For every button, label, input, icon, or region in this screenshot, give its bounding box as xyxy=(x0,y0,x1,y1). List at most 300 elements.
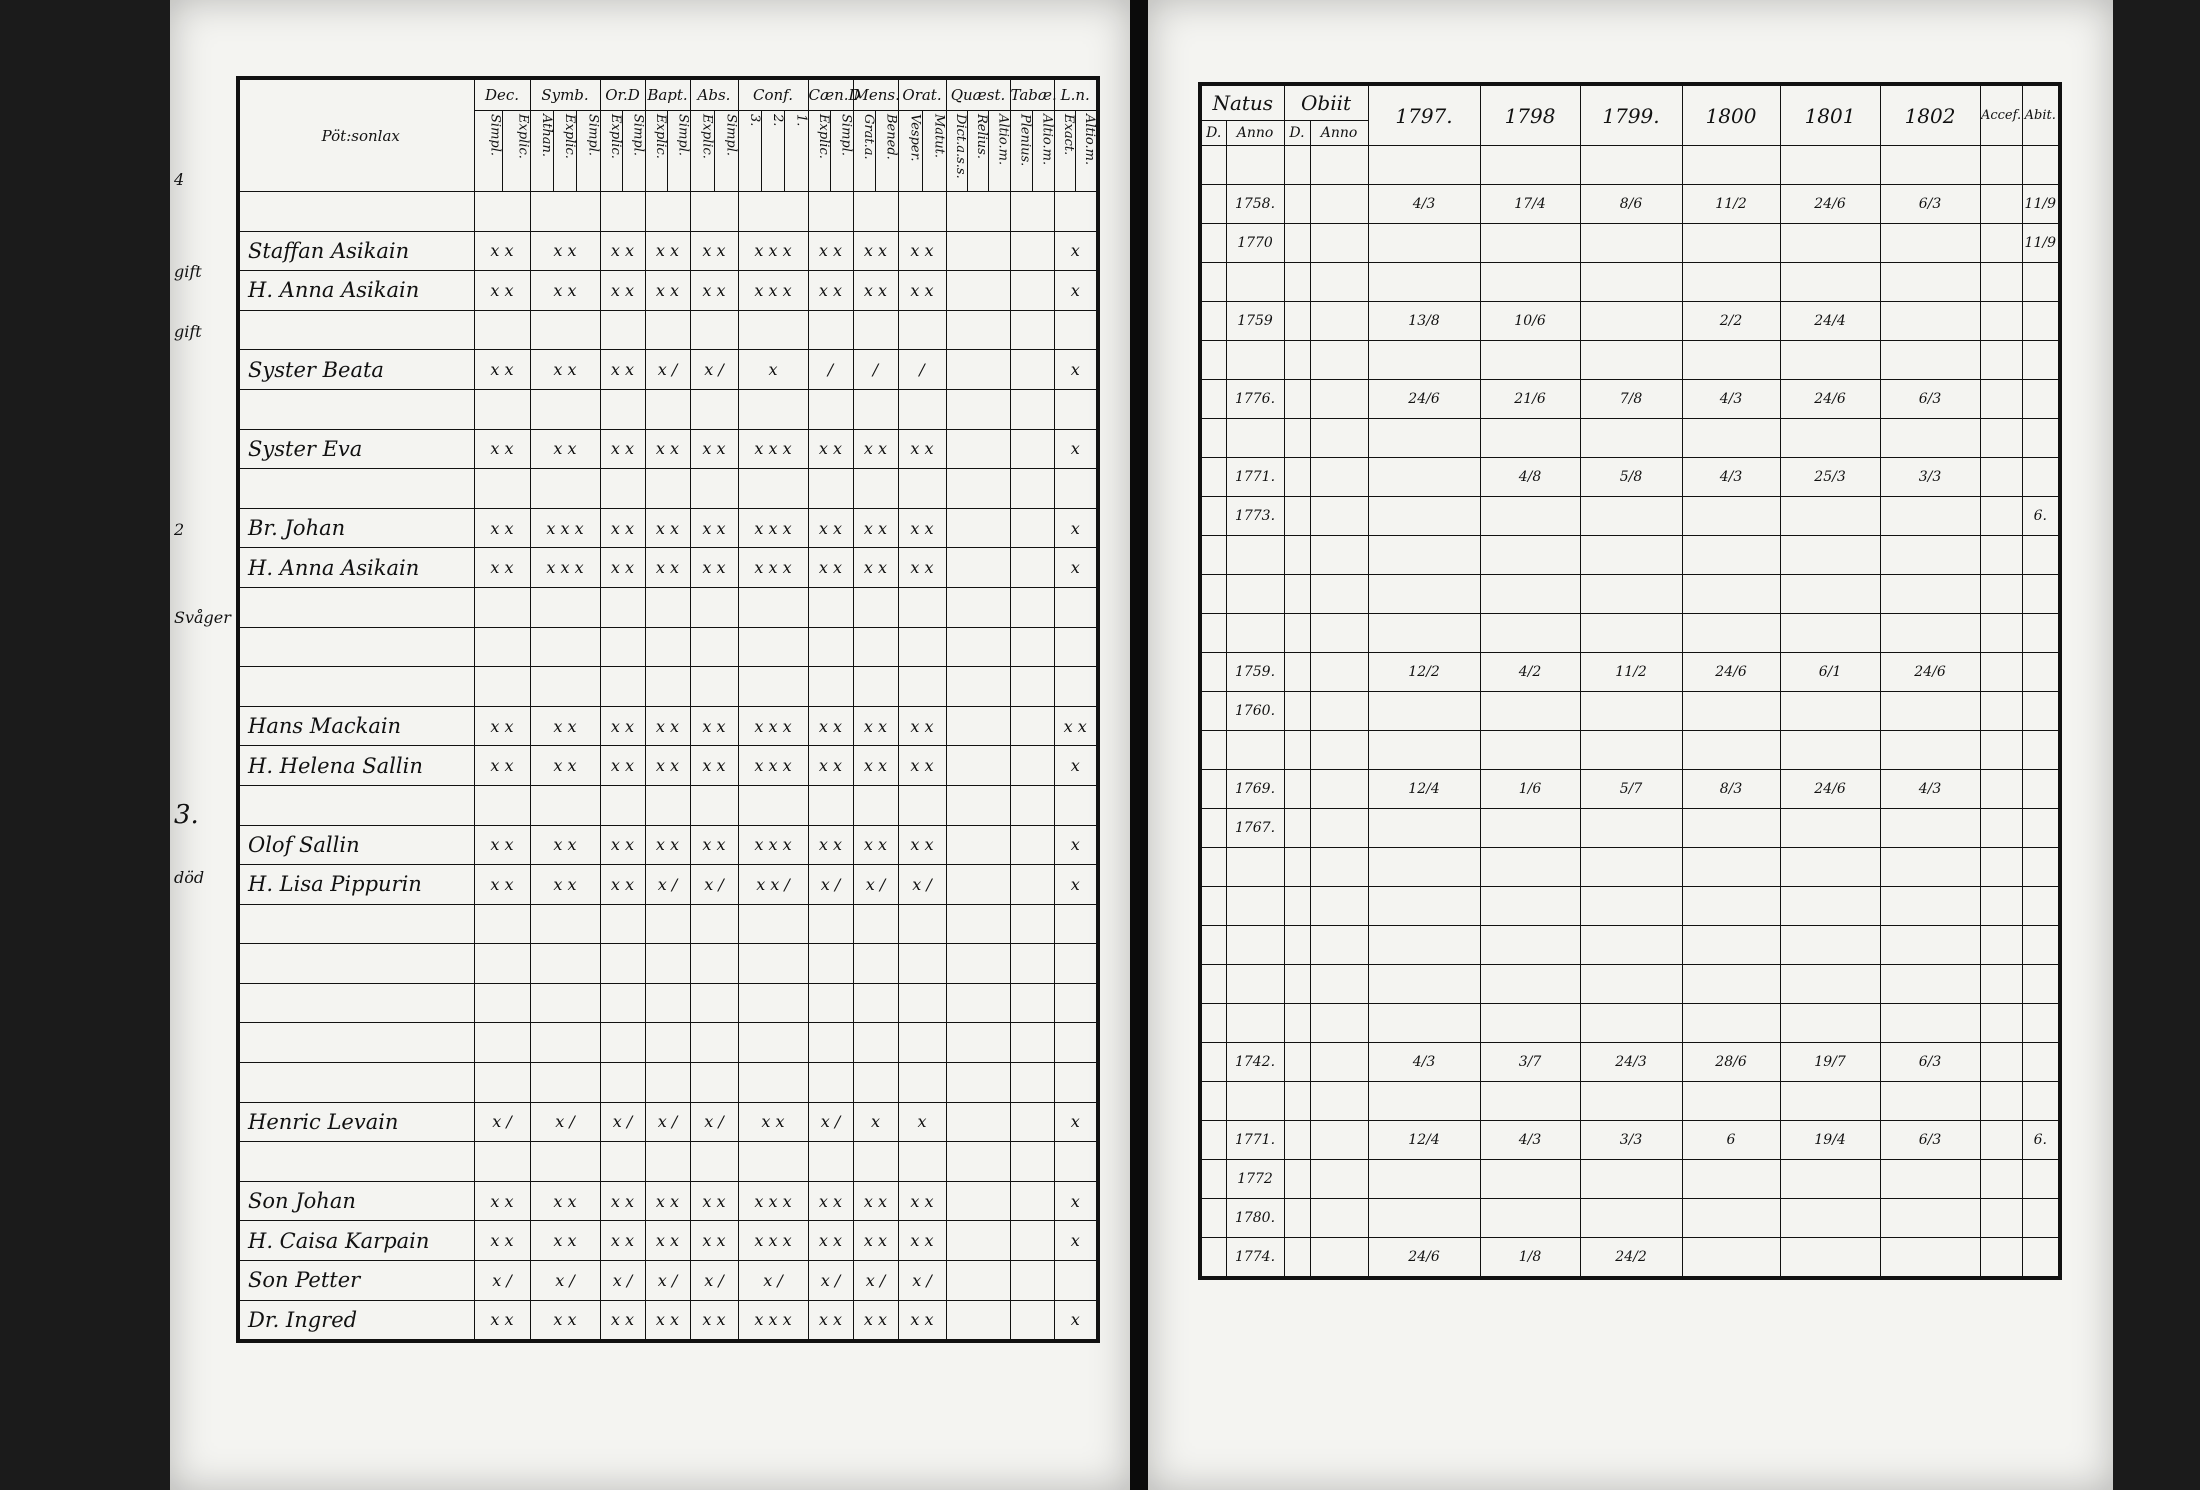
year-mark xyxy=(1880,848,1980,887)
mark-cell xyxy=(530,983,600,1023)
mark-cell: x / xyxy=(530,1261,600,1301)
year-mark: 8/3 xyxy=(1682,770,1780,809)
mark-cell: x x xyxy=(474,508,530,548)
mark-cell: x x xyxy=(474,429,530,469)
mark-cell xyxy=(1010,548,1054,588)
year-mark xyxy=(1480,575,1580,614)
mark-cell xyxy=(808,785,853,825)
mark-cell: x xyxy=(1054,429,1098,469)
mark-cell: x x xyxy=(645,1300,690,1341)
year-header-5: 1800 xyxy=(1682,84,1780,146)
death-day xyxy=(1284,614,1310,653)
mark-cell: x x xyxy=(600,706,645,746)
accef-cell xyxy=(1980,1238,2022,1279)
column-subheader-3 xyxy=(645,111,690,192)
mark-cell xyxy=(898,667,946,707)
mark-cell: x x xyxy=(690,508,738,548)
mark-cell: x x xyxy=(645,825,690,865)
mark-cell: x x xyxy=(600,1181,645,1221)
death-year xyxy=(1310,497,1368,536)
subheader-label: Simpl. xyxy=(475,111,503,191)
year-mark xyxy=(1368,224,1480,263)
year-mark xyxy=(1368,458,1480,497)
mark-cell: x x x xyxy=(738,429,808,469)
birth-year: 1774. xyxy=(1226,1238,1284,1279)
accef-cell xyxy=(1980,380,2022,419)
mark-cell xyxy=(600,983,645,1023)
mark-cell xyxy=(946,1142,1010,1182)
year-mark xyxy=(1880,1199,1980,1238)
mark-cell xyxy=(690,1023,738,1063)
year-mark xyxy=(1368,1199,1480,1238)
year-mark xyxy=(1880,341,1980,380)
death-day xyxy=(1284,1199,1310,1238)
person-name: H. Anna Asikain xyxy=(238,548,474,588)
birth-day xyxy=(1200,302,1226,341)
mark-cell xyxy=(1010,1181,1054,1221)
mark-cell xyxy=(946,469,1010,509)
mark-cell: x / xyxy=(898,865,946,905)
mark-cell: x x xyxy=(898,548,946,588)
mark-cell xyxy=(738,667,808,707)
mark-cell xyxy=(946,627,1010,667)
table-row xyxy=(238,667,1098,707)
mark-cell xyxy=(600,469,645,509)
birth-day xyxy=(1200,614,1226,653)
mark-cell xyxy=(1054,785,1098,825)
birth-day xyxy=(1200,497,1226,536)
year-mark xyxy=(1780,692,1880,731)
abit-cell xyxy=(2022,458,2060,497)
mark-cell: x x xyxy=(474,1221,530,1261)
mark-cell xyxy=(946,271,1010,311)
person-name: Staffan Asikain xyxy=(238,231,474,271)
right-page xyxy=(1148,0,2113,1490)
accef-cell xyxy=(1980,1121,2022,1160)
year-mark xyxy=(1480,536,1580,575)
mark-cell xyxy=(1010,785,1054,825)
year-mark xyxy=(1480,926,1580,965)
mark-cell xyxy=(853,667,898,707)
accef-cell xyxy=(1980,146,2022,185)
death-year xyxy=(1310,1004,1368,1043)
year-mark xyxy=(1368,419,1480,458)
column-header-7: Mens. xyxy=(853,78,898,111)
year-mark: 24/6 xyxy=(1780,380,1880,419)
year-mark: 12/2 xyxy=(1368,653,1480,692)
subheader-label: Simpl. xyxy=(723,114,739,157)
mark-cell: x x x xyxy=(738,548,808,588)
table-row xyxy=(1200,380,2060,419)
table-row xyxy=(238,1221,1098,1261)
column-header-0: Dec. xyxy=(474,78,530,111)
table-row xyxy=(1200,653,2060,692)
year-mark xyxy=(1480,731,1580,770)
accef-cell xyxy=(1980,887,2022,926)
mark-cell: x x xyxy=(645,706,690,746)
mark-cell xyxy=(898,785,946,825)
mark-cell xyxy=(1010,271,1054,311)
death-day xyxy=(1284,224,1310,263)
mark-cell xyxy=(1054,627,1098,667)
year-mark xyxy=(1580,692,1682,731)
table-row xyxy=(1200,1004,2060,1043)
death-year xyxy=(1310,302,1368,341)
year-mark xyxy=(1580,965,1682,1004)
year-header-0: Natus xyxy=(1200,84,1284,121)
year-mark xyxy=(1682,848,1780,887)
birth-year: 1773. xyxy=(1226,497,1284,536)
catechism-table xyxy=(236,76,1100,1343)
accef-cell xyxy=(1980,965,2022,1004)
death-day xyxy=(1284,887,1310,926)
death-day xyxy=(1284,692,1310,731)
year-mark xyxy=(1682,1160,1780,1199)
mark-cell xyxy=(474,1063,530,1103)
table-row xyxy=(1200,1082,2060,1121)
mark-cell xyxy=(474,310,530,350)
birth-year: 1760. xyxy=(1226,692,1284,731)
margin-note: gift xyxy=(174,322,202,341)
year-mark: 6/3 xyxy=(1880,380,1980,419)
mark-cell xyxy=(600,1023,645,1063)
mark-cell xyxy=(853,1063,898,1103)
mark-cell: x / xyxy=(474,1102,530,1142)
mark-cell xyxy=(1054,469,1098,509)
table-row xyxy=(1200,1199,2060,1238)
mark-cell xyxy=(600,904,645,944)
mark-cell xyxy=(530,944,600,984)
person-name: Dr. Ingred xyxy=(238,1300,474,1341)
mark-cell xyxy=(898,192,946,232)
year-mark xyxy=(1780,926,1880,965)
mark-cell: x x xyxy=(474,865,530,905)
mark-cell xyxy=(474,389,530,429)
year-mark xyxy=(1480,692,1580,731)
year-mark: 25/3 xyxy=(1780,458,1880,497)
table-row xyxy=(238,1300,1098,1341)
mark-cell: x x xyxy=(530,825,600,865)
table-row xyxy=(238,904,1098,944)
mark-cell xyxy=(853,983,898,1023)
year-header-9: Abit. xyxy=(2022,84,2060,146)
abit-cell xyxy=(2022,380,2060,419)
year-mark: 10/6 xyxy=(1480,302,1580,341)
mark-cell xyxy=(738,192,808,232)
mark-cell: x x xyxy=(645,231,690,271)
mark-cell: x / xyxy=(474,1261,530,1301)
date-subheader: D. xyxy=(1200,121,1226,146)
birth-day xyxy=(1200,146,1226,185)
death-day xyxy=(1284,926,1310,965)
year-mark xyxy=(1682,809,1780,848)
year-mark xyxy=(1480,1004,1580,1043)
mark-cell: x / xyxy=(690,350,738,390)
death-day xyxy=(1284,341,1310,380)
mark-cell xyxy=(946,389,1010,429)
birth-day xyxy=(1200,185,1226,224)
column-header-8: Orat. xyxy=(898,78,946,111)
birth-year xyxy=(1226,848,1284,887)
year-mark xyxy=(1580,1082,1682,1121)
mark-cell xyxy=(1010,389,1054,429)
year-mark xyxy=(1368,965,1480,1004)
subheader-label: Explic. xyxy=(691,111,715,191)
year-mark: 4/3 xyxy=(1368,1043,1480,1082)
mark-cell: / xyxy=(853,350,898,390)
mark-cell: x x xyxy=(690,706,738,746)
year-header-8: Accef. xyxy=(1980,84,2022,146)
mark-cell: x x / xyxy=(738,865,808,905)
mark-cell xyxy=(474,904,530,944)
mark-cell: x x xyxy=(600,825,645,865)
mark-cell xyxy=(1054,904,1098,944)
mark-cell xyxy=(690,904,738,944)
mark-cell xyxy=(1054,983,1098,1023)
table-row xyxy=(1200,575,2060,614)
year-mark xyxy=(1368,341,1480,380)
margin-note: 4 xyxy=(174,170,185,189)
mark-cell: x x xyxy=(1054,706,1098,746)
accef-cell xyxy=(1980,731,2022,770)
death-day xyxy=(1284,1238,1310,1279)
mark-cell xyxy=(853,627,898,667)
subheader-label: Grat.a. xyxy=(854,111,877,191)
mark-cell xyxy=(690,310,738,350)
mark-cell xyxy=(1054,1023,1098,1063)
mark-cell: x x xyxy=(530,746,600,786)
table-row xyxy=(238,192,1098,232)
abit-cell xyxy=(2022,614,2060,653)
death-day xyxy=(1284,146,1310,185)
mark-cell xyxy=(600,944,645,984)
mark-cell xyxy=(946,746,1010,786)
year-mark xyxy=(1580,926,1682,965)
column-header-6: Cæn.D xyxy=(808,78,853,111)
mark-cell xyxy=(690,944,738,984)
death-year xyxy=(1310,965,1368,1004)
year-mark xyxy=(1480,224,1580,263)
subheader-label: Athan. xyxy=(531,111,554,191)
birth-year: 1772 xyxy=(1226,1160,1284,1199)
birth-year xyxy=(1226,1082,1284,1121)
year-mark: 13/8 xyxy=(1368,302,1480,341)
mark-cell: x x xyxy=(645,548,690,588)
birth-day xyxy=(1200,887,1226,926)
mark-cell xyxy=(690,389,738,429)
person-name xyxy=(238,983,474,1023)
mark-cell xyxy=(1010,310,1054,350)
abit-cell xyxy=(2022,1199,2060,1238)
column-header-2: Or.D xyxy=(600,78,645,111)
year-mark: 2/2 xyxy=(1682,302,1780,341)
birth-day xyxy=(1200,1004,1226,1043)
abit-cell xyxy=(2022,341,2060,380)
year-mark xyxy=(1682,146,1780,185)
year-mark xyxy=(1780,887,1880,926)
mark-cell: x x x xyxy=(738,1300,808,1341)
mark-cell: x x xyxy=(530,706,600,746)
year-mark: 7/8 xyxy=(1580,380,1682,419)
mark-cell xyxy=(530,785,600,825)
year-mark xyxy=(1780,146,1880,185)
mark-cell: x / xyxy=(690,1102,738,1142)
mark-cell xyxy=(1010,1142,1054,1182)
mark-cell xyxy=(738,1142,808,1182)
year-mark: 11/2 xyxy=(1682,185,1780,224)
mark-cell xyxy=(1010,587,1054,627)
year-mark xyxy=(1580,614,1682,653)
accef-cell xyxy=(1980,1082,2022,1121)
subheader-label: Explic. xyxy=(809,111,832,191)
subheader-label: Simpl. xyxy=(630,114,646,157)
birth-day xyxy=(1200,224,1226,263)
mark-cell xyxy=(1010,508,1054,548)
year-mark xyxy=(1880,146,1980,185)
death-year xyxy=(1310,809,1368,848)
year-mark: 24/3 xyxy=(1580,1043,1682,1082)
mark-cell: x / xyxy=(645,865,690,905)
table-row xyxy=(238,944,1098,984)
person-name: Syster Beata xyxy=(238,350,474,390)
mark-cell xyxy=(946,825,1010,865)
mark-cell: x xyxy=(1054,1102,1098,1142)
mark-cell xyxy=(946,587,1010,627)
mark-cell xyxy=(898,944,946,984)
table-row xyxy=(1200,614,2060,653)
mark-cell: x x xyxy=(530,865,600,905)
mark-cell xyxy=(690,1142,738,1182)
year-mark xyxy=(1480,1082,1580,1121)
mark-cell xyxy=(690,627,738,667)
mark-cell xyxy=(738,469,808,509)
year-mark xyxy=(1580,1004,1682,1043)
mark-cell: x x xyxy=(530,350,600,390)
mark-cell: x / xyxy=(600,1102,645,1142)
person-name xyxy=(238,587,474,627)
table-row xyxy=(238,983,1098,1023)
mark-cell xyxy=(474,192,530,232)
mark-cell xyxy=(946,1063,1010,1103)
year-mark xyxy=(1480,341,1580,380)
abit-cell xyxy=(2022,965,2060,1004)
person-name xyxy=(238,310,474,350)
mark-cell: x xyxy=(1054,865,1098,905)
mark-cell: x x xyxy=(474,548,530,588)
abit-cell: 11/9 xyxy=(2022,224,2060,263)
birth-year xyxy=(1226,926,1284,965)
table-row xyxy=(1200,536,2060,575)
mark-cell: x x x xyxy=(530,548,600,588)
abit-cell xyxy=(2022,770,2060,809)
mark-cell xyxy=(474,1023,530,1063)
abit-cell xyxy=(2022,1160,2060,1199)
mark-cell: x x xyxy=(645,271,690,311)
year-mark xyxy=(1480,497,1580,536)
mark-cell: x x xyxy=(898,746,946,786)
mark-cell: x x xyxy=(600,231,645,271)
mark-cell xyxy=(853,1142,898,1182)
mark-cell: x x xyxy=(898,825,946,865)
year-mark: 4/8 xyxy=(1480,458,1580,497)
mark-cell xyxy=(808,983,853,1023)
year-mark xyxy=(1480,1199,1580,1238)
mark-cell xyxy=(1010,1300,1054,1341)
year-mark: 5/7 xyxy=(1580,770,1682,809)
abit-cell xyxy=(2022,1082,2060,1121)
accef-cell xyxy=(1980,653,2022,692)
year-mark xyxy=(1368,1160,1480,1199)
person-name xyxy=(238,627,474,667)
mark-cell: x / xyxy=(600,1261,645,1301)
mark-cell xyxy=(530,627,600,667)
death-year xyxy=(1310,536,1368,575)
mark-cell: x / xyxy=(690,1261,738,1301)
table-row xyxy=(238,1261,1098,1301)
year-mark xyxy=(1682,926,1780,965)
mark-cell: x x xyxy=(600,350,645,390)
year-mark xyxy=(1682,419,1780,458)
year-mark: 1/8 xyxy=(1480,1238,1580,1279)
subheader-label: Simpl. xyxy=(838,114,854,157)
death-day xyxy=(1284,1160,1310,1199)
mark-cell xyxy=(898,1142,946,1182)
year-mark xyxy=(1682,1199,1780,1238)
mark-cell xyxy=(645,944,690,984)
death-year xyxy=(1310,380,1368,419)
margin-note: gift xyxy=(174,262,202,281)
accef-cell xyxy=(1980,770,2022,809)
death-year xyxy=(1310,575,1368,614)
year-mark xyxy=(1880,1004,1980,1043)
mark-cell: x xyxy=(853,1102,898,1142)
mark-cell: x x xyxy=(600,746,645,786)
abit-cell xyxy=(2022,731,2060,770)
column-subheader-4 xyxy=(690,111,738,192)
mark-cell xyxy=(738,1023,808,1063)
year-mark xyxy=(1780,419,1880,458)
mark-cell xyxy=(1010,825,1054,865)
table-row xyxy=(238,350,1098,390)
column-subheader-7 xyxy=(853,111,898,192)
year-mark xyxy=(1780,731,1880,770)
mark-cell: x x xyxy=(530,231,600,271)
mark-cell xyxy=(1010,944,1054,984)
column-subheader-6 xyxy=(808,111,853,192)
death-day xyxy=(1284,653,1310,692)
birth-year: 1742. xyxy=(1226,1043,1284,1082)
mark-cell xyxy=(946,667,1010,707)
year-mark xyxy=(1780,1160,1880,1199)
table-row xyxy=(1200,965,2060,1004)
subheader-label: Explic. xyxy=(515,114,531,159)
mark-cell xyxy=(738,983,808,1023)
mark-cell: / xyxy=(898,350,946,390)
year-mark xyxy=(1368,614,1480,653)
mark-cell xyxy=(738,587,808,627)
birth-year: 1767. xyxy=(1226,809,1284,848)
mark-cell xyxy=(946,350,1010,390)
subheader-label: Simpl. xyxy=(585,114,601,157)
birth-year: 1771. xyxy=(1226,458,1284,497)
mark-cell: x x xyxy=(690,548,738,588)
mark-cell xyxy=(1054,310,1098,350)
mark-cell xyxy=(853,389,898,429)
year-mark xyxy=(1580,848,1682,887)
mark-cell xyxy=(645,389,690,429)
death-day xyxy=(1284,1043,1310,1082)
death-year xyxy=(1310,1082,1368,1121)
